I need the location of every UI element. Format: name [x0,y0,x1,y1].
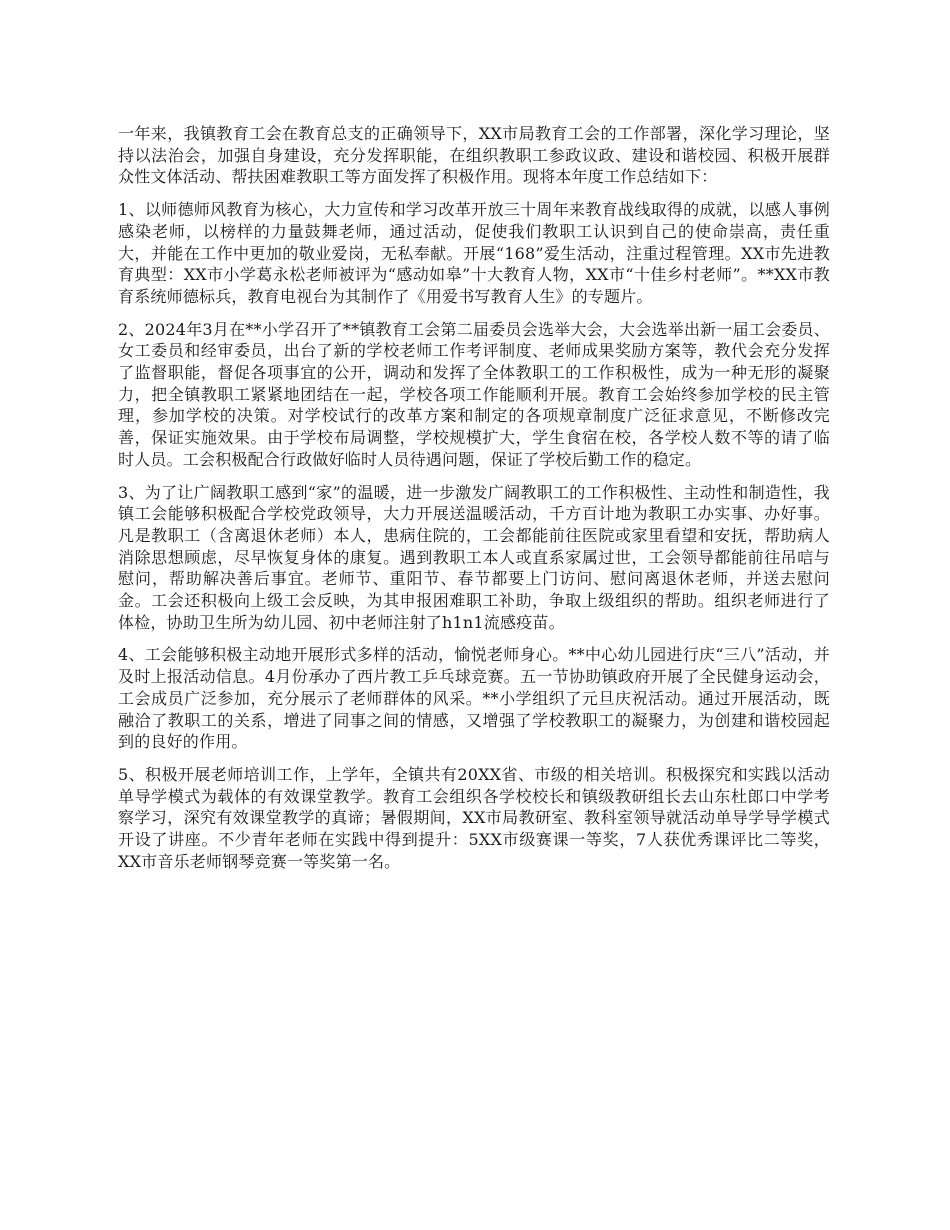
section-3-paragraph: 3、为了让广阔教职工感到“家”的温暖，进一步激发广阔教职工的工作积极性、主动性和制造性，我镇工会能够积极配合学校党政领导，大力开展送温暖活动，千方百计地为教职工办实事、办好事。凡是教职工（含离退休老师）本人，患病住院的，工会都能前往医院或家里看望和安抚，帮助病人消除思想顾虑，尽早恢复身体的康复。遇到教职工本人或直系家属过世，工会领导都能前往吊唁与慰问，帮助解决善后事宜。老师节、重阳节、春节都要上门访问、慰问离退休老师，并送去慰问金。工会还积极向上级工会反映，为其申报困难职工补助，争取上级组织的帮助。组织老师进行了体检，协助卫生所为幼儿园、初中老师注射了h1n1流感疫苗。 [118,482,830,632]
document-body [118,123,830,884]
section-2-paragraph: 2、2024年3月在**小学召开了**镇教育工会第二届委员会选举大会，大会选举出新一届工会委员、女工委员和经审委员，出台了新的学校老师工作考评制度、老师成果奖励方案等，教代会充分发挥了监督职能，督促各项事宜的公开，调动和发挥了全体教职工的工作积极性，成为一种无形的凝聚力，把全镇教职工紧紧地团结在一起，学校各项工作能顺利开展。教育工会始终参加学校的民主管理，参加学校的决策。对学校试行的改革方案和制定的各项规章制度广泛征求意见，不断修改完善，保证实施效果。由于学校布局调整，学校规模扩大，学生食宿在校，各学校人数不等的请了临时人员。工会积极配合行政做好临时人员待遇问题，保证了学校后勤工作的稳定。 [118,319,830,469]
section-1-paragraph: 1、以师德师风教育为核心，大力宣传和学习改革开放三十周年来教育战线取得的成就，以感人事例感染老师，以榜样的力量鼓舞老师，通过活动，促使我们教职工认识到自己的使命崇高，责任重大，并能在工作中更加的敬业爱岗，无私奉献。开展“168”爱生活动，注重过程管理。XX市先进教育典型：XX市小学葛永松老师被评为“感动如皋”十大教育人物，XX市“十佳乡村老师”。**XX市教育系统师德标兵，教育电视台为其制作了《用爱书写教育人生》的专题片。 [118,200,830,306]
intro-paragraph: 一年来，我镇教育工会在教育总支的正确领导下，XX市局教育工会的工作部署，深化学习理论，坚持以法治会，加强自身建设，充分发挥职能，在组织教职工参政议政、建设和谐校园、积极开展群众性文体活动、帮扶困难教职工等方面发挥了积极作用。现将本年度工作总结如下： [118,124,830,187]
section-4-paragraph: 4、工会能够积极主动地开展形式多样的活动，愉悦老师身心。**中心幼儿园进行庆“三八”活动，并及时上报活动信息。4月份承办了西片教工乒乓球竞赛。五一节协助镇政府开展了全民健身运动会，工会成员广泛参加，充分展示了老师群体的风采。**小学组织了元旦庆祝活动。通过开展活动，既融洽了教职工的关系，增进了同事之间的情感，又增强了学校教职工的凝聚力，为创建和谐校园起到的良好的作用。 [118,645,830,752]
section-5-paragraph: 5、积极开展老师培训工作，上学年，全镇共有20XX省、市级的相关培训。积极探究和实践以活动单导学模式为载体的有效课堂教学。教育工会组织各学校校长和镇级教研组长去山东杜郎口中学考察学习，深究有效课堂教学的真谛；暑假期间，XX市局教研室、教科室领导就活动单导学导学模式开设了讲座。不少青年老师在实践中得到提升：5XX市级赛课一等奖，7人获优秀课评比二等奖，XX市音乐老师钢琴竞赛一等奖第一名。 [118,764,830,871]
